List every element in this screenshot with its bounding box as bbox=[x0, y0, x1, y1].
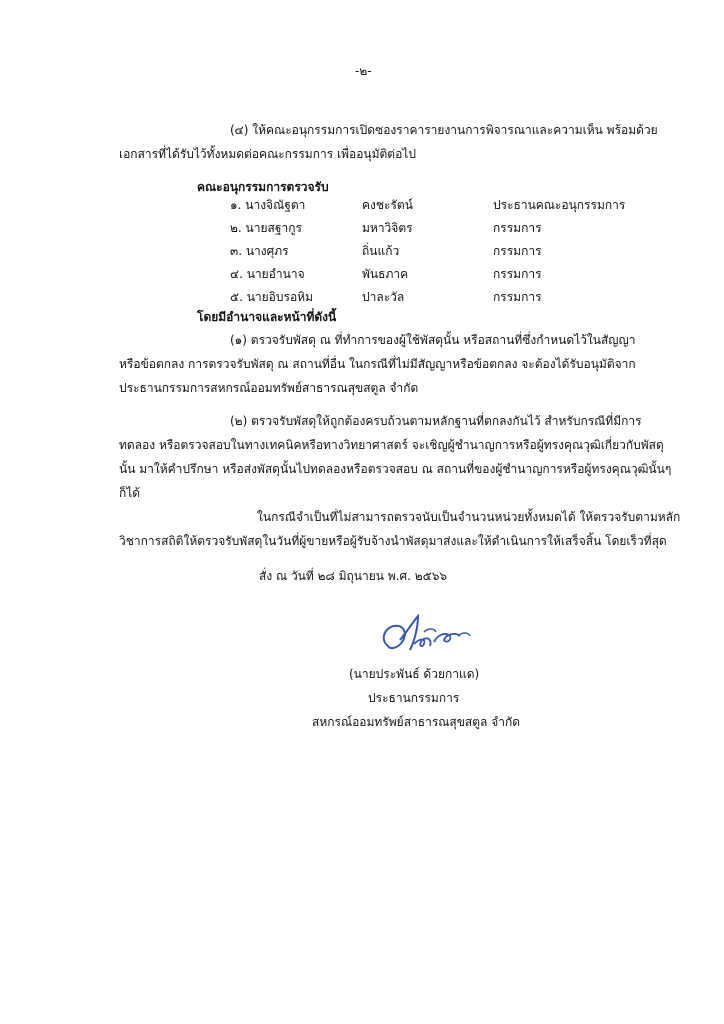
member-1-role: ประธานคณะอนุกรรมการ bbox=[493, 198, 626, 212]
duties-heading: โดยมีอำนาจและหน้าที่ดังนี้ bbox=[197, 310, 337, 324]
item4-line1: (๔) ให้คณะอนุกรรมการเปิดซองราคารายงานการพิจารณาและความเห็น พร้อมด้วย bbox=[230, 123, 658, 137]
member-3-role: กรรมการ bbox=[493, 244, 542, 258]
duty3-line1: ในกรณีจำเป็นที่ไม่สามารถตรวจนับเป็นจำนวนหน่วยทั้งหมดได้ ให้ตรวจรับตามหลัก bbox=[257, 510, 681, 524]
duty2-line4: ก็ได้ bbox=[119, 486, 141, 500]
duty3-line2: วิชาการสถิติให้ตรวจรับพัสดุในวันที่ผู้ขายหรือผู้รับจ้างนำพัสดุมาส่งและให้ดำเนินการให้เสร็จสิ้น โดยเร็วที่สุด bbox=[119, 534, 667, 548]
item4-line2: เอกสารที่ได้รับไว้ทั้งหมดต่อคณะกรรมการ เพื่ออนุมัติต่อไป bbox=[119, 147, 416, 161]
member-4-surname: พันธภาค bbox=[362, 267, 409, 281]
member-5-name: ๕. นายอิบรอหิม bbox=[230, 290, 313, 304]
member-3-surname: ถิ่นแก้ว bbox=[362, 244, 400, 258]
member-2-name: ๒. นายสฐากูร bbox=[230, 221, 302, 235]
member-1-surname: คงชะรัตน์ bbox=[362, 198, 413, 212]
signatory-title: ประธานกรรมการ bbox=[368, 691, 460, 705]
member-2-surname: มหาวิจิตร bbox=[362, 221, 413, 235]
duty2-line1: (๒) ตรวจรับพัสดุให้ถูกต้องครบถ้วนตามหลักฐานที่ตกลงกันไว้ สำหรับกรณีที่มีการ bbox=[230, 414, 642, 428]
duty1-line3: ประธานกรรมการสหกรณ์ออมทรัพย์สาธารณสุขสตูล จำกัด bbox=[119, 381, 419, 395]
order-date: สั่ง ณ วันที่ ๒๘ มิถุนายน พ.ศ. ๒๕๖๖ bbox=[259, 569, 447, 583]
member-3-name: ๓. นางศุภร bbox=[230, 244, 289, 258]
member-4-name: ๔. นายอำนาจ bbox=[230, 267, 305, 281]
signatory-name: (นายประพันธ์ ด้วยกาแด) bbox=[349, 667, 480, 681]
duty2-line2: ทดลอง หรือตรวจสอบในทางเทคนิคหรือทางวิทยาศาสตร์ จะเชิญผู้ชำนาญการหรือผู้ทรงคุณวุฒิเกี่ยวกับพัสดุ bbox=[119, 438, 664, 452]
signatory-org: สหกรณ์ออมทรัพย์สาธารณสุขสตูล จำกัด bbox=[312, 715, 521, 729]
signature-image bbox=[374, 610, 484, 660]
duty2-line3: นั้น มาให้คำปรึกษา หรือส่งพัสดุนั้นไปทดลองหรือตรวจสอบ ณ สถานที่ของผู้ชำนาญการหรือผู้ทรงคุณวุฒินั้นๆ bbox=[119, 462, 672, 476]
duty1-line1: (๑) ตรวจรับพัสดุ ณ ที่ทำการของผู้ใช้พัสดุนั้น หรือสถานที่ซึ่งกำหนดไว้ในสัญญา bbox=[230, 333, 636, 347]
member-5-role: กรรมการ bbox=[493, 290, 542, 304]
member-2-role: กรรมการ bbox=[493, 221, 542, 235]
committee-heading: คณะอนุกรรมการตรวจรับ bbox=[197, 180, 329, 194]
member-4-role: กรรมการ bbox=[493, 267, 542, 281]
duty1-line2: หรือข้อตกลง การตรวจรับพัสดุ ณ สถานที่อื่น ในกรณีที่ไม่มีสัญญาหรือข้อตกลง จะต้องได้รับอนุมัติจาก bbox=[119, 357, 636, 371]
member-1-name: ๑. นางจิณัฐตา bbox=[230, 198, 306, 212]
page-number: -๒- bbox=[355, 64, 372, 78]
member-5-surname: ปาละวัล bbox=[362, 290, 405, 304]
